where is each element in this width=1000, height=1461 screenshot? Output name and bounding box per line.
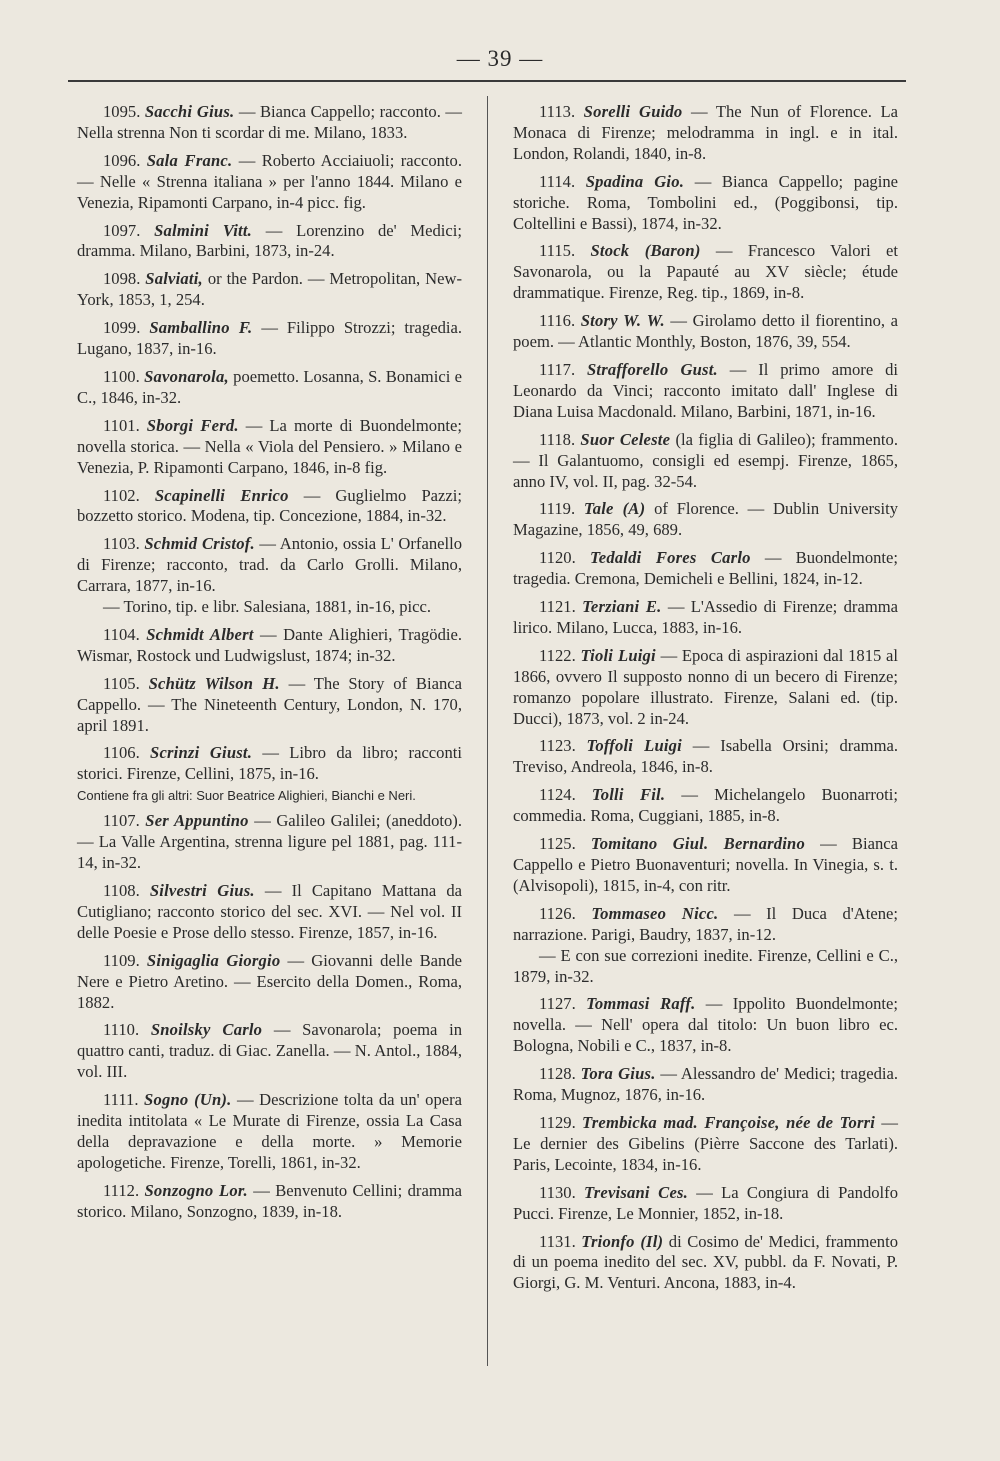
entry-text [513, 360, 898, 423]
bibliography-entry [513, 1183, 898, 1225]
entry-continuation: — E con sue correzioni inedite. Firenze, Cellini e C., 1879, in-32. [513, 945, 898, 986]
entry-text [513, 736, 898, 778]
entry-author: Sborgi Ferd. [146, 415, 239, 435]
entry-number: 1112. [103, 1180, 140, 1200]
entry-continuation: — Torino, tip. e libr. Salesiana, 1881, in-16, picc. [103, 597, 432, 617]
entry-author: Salviati, [145, 269, 203, 289]
page-number: — 39 — [456, 46, 544, 71]
entry-body: of Florence. — Dublin University Magazine, 1856, 49, 689. [513, 499, 898, 540]
bibliography-entry [513, 499, 898, 541]
entry-body: — The Nun of Florence. La Monaca di Firenze; melodramma in ingl. e in ital. London, Rolandi, 1840, in-8. [513, 102, 898, 163]
entry-number: 1123. [539, 736, 576, 756]
entry-author: Story W. W. [580, 311, 665, 331]
bibliography-entry [77, 674, 462, 737]
entry-author: Tolli Fil. [591, 785, 666, 805]
entry-number: 1097. [103, 220, 141, 240]
entry-number: 1121. [539, 597, 576, 617]
entry-text [513, 1113, 898, 1176]
entry-author: Savonarola, [144, 366, 229, 386]
entry-body: — La Congiura di Pandolfo Pucci. Firenze, Le Monnier, 1852, in-18. [513, 1182, 898, 1223]
entry-body: — Alessandro de' Medici; tragedia. Roma, Mugnoz, 1876, in-16. [513, 1064, 898, 1105]
entry-number: 1128. [539, 1064, 576, 1084]
entry-body: di Cosimo de' Medici, frammento di un poema inedito del sec. XV, pubbl. da F. Novati, P. Giorgi, G. M. Venturi. Ancona, 1883, in-4. [513, 1231, 899, 1293]
entry-body: — Bianca Cappello; racconto. — Nella strenna Non ti scordar di me. Milano, 1833. [77, 102, 462, 142]
entry-number: 1126. [539, 903, 576, 923]
entry-text [513, 994, 898, 1057]
entry-author: Tale (A) [583, 499, 646, 519]
bibliography-entry [77, 534, 462, 618]
entry-number: 1115. [539, 241, 576, 261]
bibliography-entry [77, 1090, 462, 1174]
entry-body: — Michelangelo Buonarroti; commedia. Roma, Cuggiani, 1885, in-8. [513, 785, 898, 826]
bibliography-entry [513, 172, 898, 235]
entry-author: Schmid Cristof. [144, 534, 255, 554]
bibliography-entry [513, 1064, 898, 1106]
entry-number: 1107. [103, 811, 140, 831]
bibliography-entry [77, 269, 462, 311]
entry-body: poemetto. Losanna, S. Bonamici e C., 1846, in-32. [77, 366, 463, 407]
bibliography-entry [513, 597, 898, 639]
entry-body: — Isabella Orsini; dramma. Treviso, Andreola, 1846, in-8. [513, 736, 898, 777]
entry-number: 1122. [539, 645, 576, 665]
entry-author: Silvestri Gius. [149, 881, 255, 900]
entry-number: 1101. [103, 415, 140, 435]
entry-number: 1116. [539, 311, 576, 331]
entry-body: — Lorenzino de' Medici; dramma. Milano, Barbini, 1873, in-24. [77, 220, 462, 261]
entry-body: — Il Duca d'Atene; narrazione. Parigi, Baudry, 1837, in-12. [513, 903, 899, 944]
entry-text [513, 311, 898, 353]
bibliography-entry [513, 904, 898, 988]
bibliography-entry [513, 785, 898, 827]
entry-text [513, 1064, 898, 1106]
bibliography-entry [77, 318, 462, 360]
bibliography-entry [513, 102, 898, 165]
entry-body: — Giovanni delle Bande Nere e Pietro Aretino. — Esercito della Domen., Roma, 1882. [77, 950, 462, 1012]
entry-number: 1103. [103, 534, 140, 554]
bibliography-entry [513, 311, 898, 353]
entry-body: — Bianca Cappello; pagine storiche. Roma, Tombolini ed., (Poggibonsi, tip. Coltellini e Bassi), 1874, in-32. [513, 171, 899, 233]
entry-body: — Libro da libro; racconti storici. Firenze, Cellini, 1875, in-16. [77, 743, 462, 784]
entry-body: — Descrizione tolta da un' opera inedita intitolata « Le Murate di Firenze, ossia La Casa della depravazione e della morte. » Memorie apologetiche. Firenze, Torelli, 1861, in-32. [77, 1090, 462, 1172]
entry-note: Contiene fra gli altri: Suor Beatrice Alighieri, Bianchi e Neri. [77, 788, 416, 804]
bibliography-entry [513, 834, 898, 897]
entry-author: Spadina Gio. [585, 171, 685, 191]
entry-body: — Filippo Strozzi; tragedia. Lugano, 1837, in-16. [77, 318, 462, 359]
entry-number: 1118. [539, 429, 576, 449]
entry-author: Suor Celeste [580, 429, 671, 449]
bibliography-entry [513, 1232, 898, 1295]
entry-text [513, 904, 898, 946]
entry-number: 1098. [103, 269, 141, 289]
entry-author: Tora Gius. [580, 1064, 656, 1084]
entry-text [77, 674, 462, 737]
entry-author: Sinigaglia Giorgio [146, 950, 281, 970]
entry-author: Tioli Luigi [580, 645, 656, 665]
entry-text [77, 534, 462, 597]
bibliography-entry [513, 736, 898, 778]
entry-body: — Galileo Galilei; (aneddoto). — La Valle Argentina, strenna ligure pel 1881, pag. 111-14, in-32. [77, 811, 462, 873]
entry-author: Schmidt Albert [146, 624, 254, 644]
entry-number: 1129. [539, 1112, 576, 1132]
entry-body: — Girolamo detto il fiorentino, a poem. — Atlantic Monthly, Boston, 1876, 39, 554. [513, 311, 898, 352]
entry-author: Toffoli Luigi [586, 736, 682, 756]
bibliography-entry [77, 416, 462, 479]
entry-author: Trembicka mad. Françoise, née de Torri [582, 1112, 876, 1132]
entry-author: Tommaseo Nicc. [591, 903, 719, 923]
entry-number: 1110. [103, 1020, 140, 1040]
entry-body: — Francesco Valori et Savonarola, ou la Papauté au XV siècle; étude drammatique. Firenze, Reg. tip., 1869, in-8. [513, 241, 899, 303]
entry-body: — L'Assedio di Firenze; dramma lirico. Milano, Lucca, 1883, in-16. [513, 597, 898, 637]
entry-text [77, 269, 462, 311]
header-rule [68, 80, 906, 82]
entry-body: — Il Capitano Mattana da Cutigliano; racconto storico del sec. XVI. — Nel vol. II delle Poesie e Prose dello stesso. Firenze, 1857, in-16. [77, 881, 462, 942]
bibliography-entry [513, 241, 898, 304]
entry-text [77, 102, 462, 144]
entry-author: Sorelli Guido [583, 102, 683, 121]
entry-text [77, 221, 462, 263]
bibliography-entry [513, 646, 898, 730]
entry-text [77, 318, 462, 360]
entry-number: 1120. [539, 548, 576, 568]
right-column [513, 102, 898, 1301]
entry-number: 1102. [103, 485, 140, 505]
entry-author: Sonzogno Lor. [144, 1180, 248, 1200]
entry-text [77, 625, 462, 667]
entry-text [77, 881, 462, 944]
entry-number: 1100. [103, 366, 140, 386]
bibliography-entry [77, 811, 462, 874]
entry-body: — Le dernier des Gibelins (Pièrre Saccone des Tarlati). Paris, Lecointe, 1834, in-16. [513, 1112, 898, 1174]
bibliography-entry [77, 951, 462, 1014]
entry-text [513, 785, 898, 827]
entry-body: — Guglielmo Pazzi; bozzetto storico. Modena, tip. Concezione, 1884, in-32. [77, 485, 462, 526]
entry-author: Trionfo (Il) [581, 1231, 664, 1251]
entry-number: 1114. [539, 171, 576, 191]
entry-author: Strafforello Gust. [586, 359, 718, 379]
entry-text [513, 1232, 898, 1295]
entry-body: — The Story of Bianca Cappello. — The Nineteenth Century, London, N. 170, april 1891. [77, 673, 463, 735]
entry-body: — La morte di Buondelmonte; novella storica. — Nella « Viola del Pensiero. » Milano e Venezia, P. Ripamonti Carpano, 1846, in-8 fig. [77, 415, 462, 477]
entry-author: Stock (Baron) [590, 241, 701, 261]
entry-body: or the Pardon. — Metropolitan, New-York, 1853, 1, 254. [77, 269, 462, 310]
entry-author: Schütz Wilson H. [148, 673, 280, 693]
entry-body: — Il primo amore di Leonardo da Vinci; racconto imitato dall' Inglese di Diana Luisa Macdonald. Milano, Barbini, 1871, in-16. [513, 359, 898, 421]
bibliography-entry [513, 360, 898, 423]
left-column [77, 102, 462, 1230]
entry-author: Snoilsky Carlo [150, 1020, 263, 1040]
entry-body: — Dante Alighieri, Tragödie. Wismar, Rostock und Ludwigslust, 1874; in-32. [77, 624, 462, 665]
bibliography-entry [77, 151, 462, 214]
entry-text [77, 1181, 462, 1223]
bibliography-entry [77, 102, 462, 144]
entry-text [513, 646, 898, 730]
entry-number: 1099. [103, 318, 141, 338]
entry-body: — Roberto Acciaiuoli; racconto. — Nelle « Strenna italiana » per l'anno 1844. Milano e Venezia, Ripamonti Carpano, in-4 picc. fig. [77, 150, 462, 212]
entry-author: Sacchi Gius. [144, 102, 235, 121]
entry-author: Scapinelli Enrico [154, 485, 289, 505]
entry-number: 1095. [103, 102, 141, 121]
entry-author: Sogno (Un). [144, 1090, 232, 1110]
entry-number: 1125. [539, 834, 576, 854]
entry-body: — Buondelmonte; tragedia. Cremona, Demicheli e Bellini, 1824, in-12. [513, 548, 898, 589]
entry-author: Tomitano Giul. Bernardino [590, 834, 805, 854]
bibliography-entry [77, 221, 462, 263]
entry-author: Sala Franc. [146, 150, 233, 170]
bibliography-entry [513, 994, 898, 1057]
bibliography-entry [77, 881, 462, 944]
entry-number: 1124. [539, 785, 576, 805]
entry-number: 1106. [103, 743, 140, 763]
entry-author: Trevisani Ces. [584, 1182, 689, 1202]
entry-number: 1131. [539, 1231, 576, 1251]
entry-text [77, 151, 462, 214]
bibliography-entry [77, 486, 462, 528]
entry-author: Tommasi Raff. [586, 994, 696, 1014]
entry-text [513, 499, 898, 541]
entry-author: Samballino F. [149, 318, 253, 338]
bibliography-entry [513, 548, 898, 590]
entry-text [513, 102, 898, 165]
bibliography-entry [513, 430, 898, 493]
entry-text [77, 367, 462, 409]
entry-body: — Antonio, ossia L' Orfanello di Firenze; racconto, trad. da Carlo Grolli. Milano, Carrara, 1877, in-16. [77, 534, 462, 596]
entry-number: 1096. [103, 150, 141, 170]
entry-text [513, 172, 898, 235]
bibliography-entry [77, 743, 462, 804]
entry-author: Tedaldi Fores Carlo [589, 548, 751, 568]
entry-number: 1111. [103, 1090, 139, 1110]
entry-author: Terziani E. [582, 597, 662, 617]
bibliography-entry [77, 1181, 462, 1223]
bibliography-entry [513, 1113, 898, 1176]
entry-text [77, 1020, 462, 1083]
entry-text [513, 430, 898, 493]
entry-number: 1104. [103, 624, 140, 644]
entry-text [513, 597, 898, 639]
entry-number: 1109. [103, 950, 140, 970]
entry-body: — Ippolito Buondelmonte; novella. — Nell' opera dal titolo: Un buon libro ec. Bologna, Nobili e C., 1837, in-8. [513, 994, 898, 1056]
entry-text [77, 811, 462, 874]
entry-text [77, 416, 462, 479]
entry-body: — Bianca Cappello e Pietro Buonaventuri; novella. In Vinegia, s. t. (Alvisopoli), 1815, in-4, con ritr. [513, 834, 898, 895]
entry-number: 1119. [539, 499, 576, 519]
entry-body: — Benvenuto Cellini; dramma storico. Milano, Sonzogno, 1839, in-18. [77, 1180, 462, 1221]
entry-author: Ser Appuntino [145, 811, 249, 831]
entry-author: Salmini Vitt. [154, 220, 253, 240]
entry-body: — Savonarola; poema in quattro canti, traduz. di Giac. Zanella. — N. Antol., 1884, vol. III. [77, 1020, 462, 1082]
entry-number: 1113. [539, 102, 576, 121]
entry-text [513, 241, 898, 304]
entry-text [77, 743, 462, 785]
entry-text [77, 486, 462, 528]
bibliography-entry [77, 1020, 462, 1083]
entry-author: Scrinzi Giust. [150, 743, 253, 763]
entry-text [513, 834, 898, 897]
entry-text [513, 1183, 898, 1225]
entry-text [513, 548, 898, 590]
entry-text [77, 951, 462, 1014]
entry-number: 1127. [539, 994, 576, 1014]
entry-number: 1117. [539, 359, 576, 379]
entry-body: (la figlia di Galileo); frammento. — Il Galantuomo, consigli ed esempj. Firenze, 1865, anno IV, vol. II, pag. 32-54. [513, 429, 898, 491]
entry-body: — Epoca di aspirazioni dal 1815 al 1866, ovvero Il supposto nonno di un becero di Firenze; romanzo popolare illustrato. Firenze, Salani ed. (tip. Ducci), 1873, vol. 2 in-24. [513, 645, 898, 728]
entry-text [77, 1090, 462, 1174]
entry-number: 1130. [539, 1182, 576, 1202]
bibliography-entry [77, 625, 462, 667]
entry-number: 1105. [103, 673, 140, 693]
entry-number: 1108. [103, 881, 140, 900]
column-divider [487, 96, 488, 1366]
bibliography-entry [77, 367, 462, 409]
